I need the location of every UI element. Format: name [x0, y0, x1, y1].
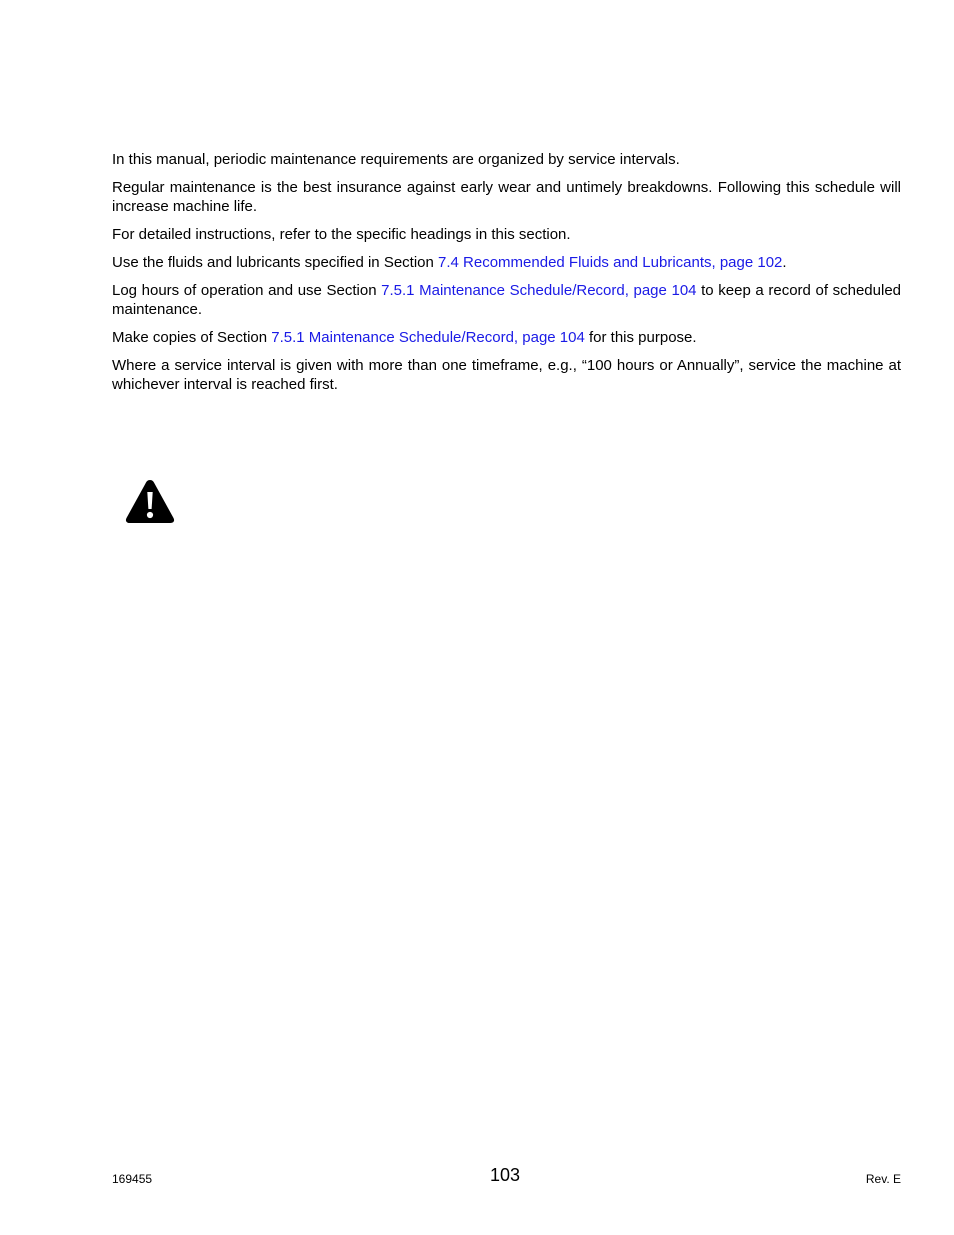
link-maintenance-schedule[interactable]: 7.5.1 Maintenance Schedule/Record, page 104	[381, 282, 697, 299]
paragraph-make-copies-text-before: Make copies of Section	[112, 329, 272, 346]
paragraph-make-copies	[112, 328, 901, 347]
link-maintenance-schedule-copies[interactable]: 7.5.1 Maintenance Schedule/Record, page 104	[271, 329, 585, 346]
paragraph-fluids	[112, 253, 901, 272]
paragraph-make-copies-text-after: for this purpose.	[584, 329, 697, 346]
paragraph-log-hours	[112, 281, 901, 319]
warning-triangle-icon	[124, 477, 176, 525]
paragraph-intro: In this manual, periodic maintenance requirements are organized by service intervals.	[112, 151, 680, 168]
paragraph-service-interval: Where a service interval is given with more than one timeframe, e.g., “100 hours or Annually”, service the machine at whichever interval is reached first.	[112, 357, 901, 393]
page-content	[112, 150, 901, 403]
document-number: 169455	[112, 1172, 153, 1186]
paragraph-log-hours-text-before: Log hours of operation and use Section	[112, 282, 382, 299]
revision-label: Rev. E	[865, 1172, 901, 1186]
paragraph-fluids-text-after: .	[782, 254, 787, 271]
page-number: 103	[489, 1165, 521, 1185]
link-recommended-fluids[interactable]: 7.4 Recommended Fluids and Lubricants, page 102	[438, 254, 783, 271]
paragraph-fluids-text-before: Use the fluids and lubricants specified in Section	[112, 254, 439, 271]
paragraph-regular-maintenance: Regular maintenance is the best insurance against early wear and untimely breakdowns. Following this schedule will increase machine life.	[112, 179, 901, 215]
paragraph-log-hours-text-after: to keep a record of scheduled maintenance.	[112, 282, 901, 318]
paragraph-detailed-instructions: For detailed instructions, refer to the specific headings in this section.	[112, 226, 571, 243]
